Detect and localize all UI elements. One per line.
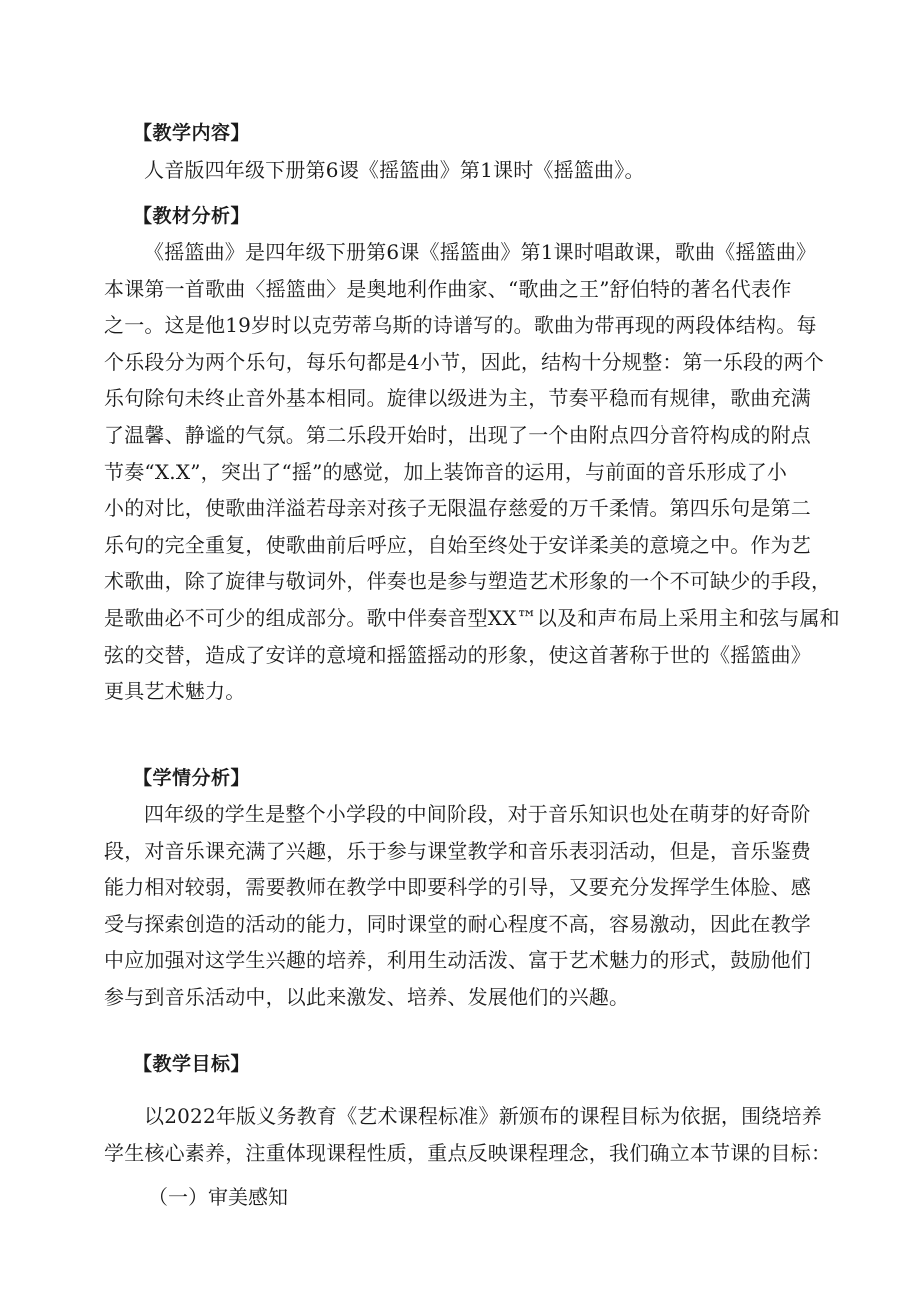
text-line: 乐句除句未终止音外基本相同。旋律以级进为主，节奏平稳而有规律，歌曲充满 [104,386,811,411]
text-line: 《摇篮曲》是四年级下册第6课《摇篮曲》第1课时唱敢课，歌曲《摇篮曲》 [144,240,817,264]
text-line: 学生核心素养，注重体现课程性质，重点反映课程理念，我们确立本节课的目标： [104,1140,832,1165]
heading-teaching-content: 【教学内容】 [133,122,251,144]
text-line: 本课第一首歌曲〈摇篮曲〉是奥地利作曲家、“歌曲之王”舒伯特的著名代表作 [104,276,792,301]
paragraph-teaching-objectives [104,1098,832,1171]
text-line: 更具艺术魅力。 [104,679,246,704]
text-line: 是歌曲必不可少的组成部分。歌中伴奏音型XX™以及和声布局上采用主和弦与属和 [104,605,840,630]
paragraph-student-analysis [104,796,824,1016]
heading-teaching-objectives: 【教学目标】 [133,1053,251,1075]
subheading-aesthetic-perception: （一）审美感知 [148,1185,288,1209]
text-line: 受与探索创造的活动的能力，同时课堂的耐心程度不高，容易激动，因此在教学 [104,911,811,936]
text-line: 个乐段分为两个乐句，每乐句都是4小节，因此，结构十分规整：第一乐段的两个 [104,349,824,374]
text-line: 中应加强对这学生兴趣的培养，利用生动活泼、富于艺术魅力的形式，鼓励他们 [104,948,811,973]
text-line: 节奏“X.X”，突出了“摇”的感觉，加上装饰音的运用，与前面的音乐形成了小 [104,459,788,484]
heading-material-analysis: 【教材分析】 [133,205,251,227]
text-line: 以2022年版义务教育《艺术课程标准》新颁布的课程目标为依据，围绕培养 [144,1104,822,1128]
text-line: 弦的交替，造成了安详的意境和摇篮摇动的形象，使这首著称于世的《摇篮曲》 [104,642,811,667]
text-line: 术歌曲，除了旋律与敬词外，伴奏也是参与塑造艺术形象的一个不可缺少的手段， [104,569,832,594]
text-line: 段，对音乐课充满了兴趣，乐于参与课堂教学和音乐表羽活动，但是，音乐鉴费 [104,838,811,863]
paragraph-teaching-content [104,152,824,189]
text-line: 人音版四年级下册第6谡《摇篮曲》第1课时《摇篮曲》。 [144,158,645,182]
text-line: 之一。这是他19岁时以克劳蒂乌斯的诗谱写的。歌曲为带再现的两段体结构。每 [104,313,817,338]
paragraph-material-analysis [104,234,840,710]
text-line: 四年级的学生是整个小学段的中间阶段，对于音乐知识也处在萌芽的好奇阶 [144,802,811,826]
text-line: 乐句的完全重复，使歌曲前后呼应，自始至终处于安详柔美的意境之中。作为艺 [104,532,811,557]
text-line: 参与到音乐活动中，以此来激发、培养、发展他们的兴趣。 [104,984,630,1009]
heading-student-analysis: 【学情分析】 [133,767,251,789]
text-line: 了温馨、静谧的气氛。第二乐段开始时，出现了一个由附点四分音符构成的附点 [104,422,811,447]
text-line: 能力相对较弱，需要教师在教学中即要科学的引导，又要充分发挥学生体脸、感 [104,875,811,900]
text-line: 小的对比，使歌曲洋溢若母亲对孩子无限温存慈爱的万千柔情。第四乐句是第二 [104,496,811,521]
